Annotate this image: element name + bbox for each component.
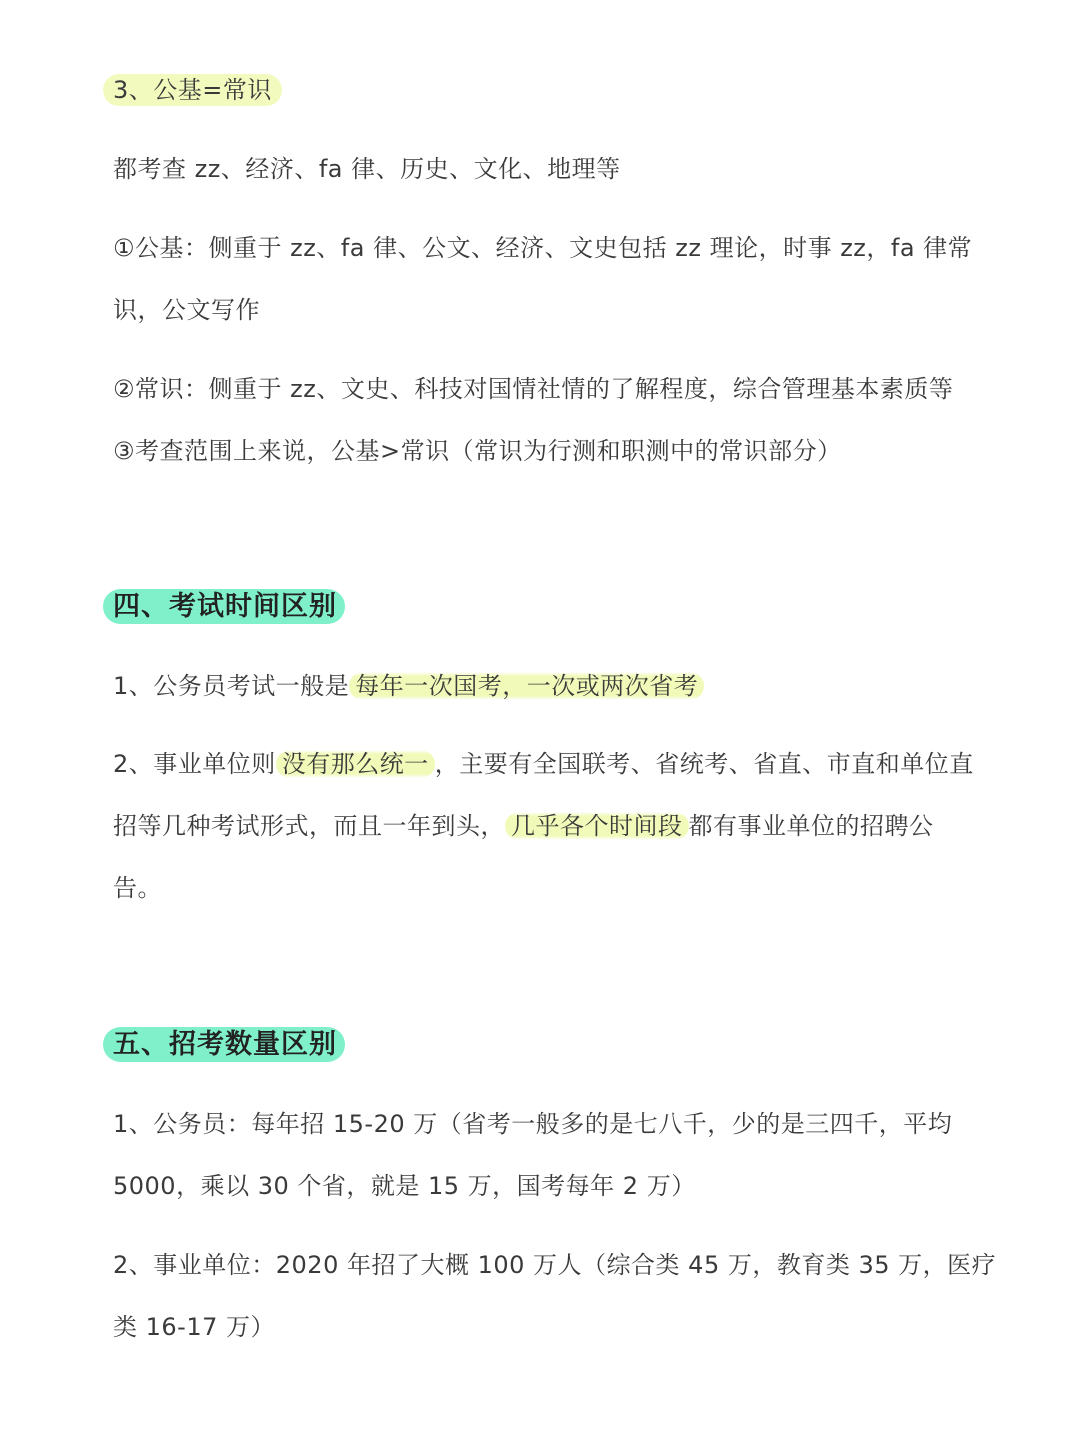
section5-paragraph1-line2: 5000，乘以 30 个省，就是 15 万，国考每年 2 万） [113,1172,696,1200]
section4-heading: 四、考试时间区别 [103,589,345,625]
section4-paragraph1: 1、公务员考试一般是 每年一次国考，一次或两次省考 [113,669,704,703]
section3-item3: ③考查范围上来说，公基>常识（常识为行测和职测中的常识部分） [113,437,842,465]
section5-paragraph2-line2: 类 16-17 万） [113,1313,275,1341]
section3-item1-line2: 识，公文写作 [113,296,260,324]
section3-item2: ②常识：侧重于 zz、文史、科技对国情社情的了解程度，综合管理基本素质等 [113,375,954,403]
section4-paragraph2-line1: 2、事业单位则 没有那么统一 ，主要有全国联考、省统考、省直、市直和单位直 [113,750,974,778]
section3-intro: 都考查 zz、经济、fa 律、历史、文化、地理等 [113,155,621,183]
section3-title: 3、公基=常识 [113,73,282,107]
section5-paragraph2-line1: 2、事业单位：2020 年招了大概 100 万人（综合类 45 万，教育类 35 万，医疗 [113,1251,997,1279]
section3-item1-line1: ①公基：侧重于 zz、fa 律、公文、经济、文史包括 zz 理论，时事 zz，fa 律常 [113,234,973,262]
section5-paragraph1-line1: 1、公务员：每年招 15-20 万（省考一般多的是七八千，少的是三四千，平均 [113,1110,953,1138]
section4-paragraph2-line2: 招等几种考试形式，而且一年到头， 几乎各个时间段 都有事业单位的招聘公 [113,812,934,840]
section5-heading: 五、招考数量区别 [103,1027,345,1063]
section4-paragraph2-line3: 告。 [113,874,162,902]
